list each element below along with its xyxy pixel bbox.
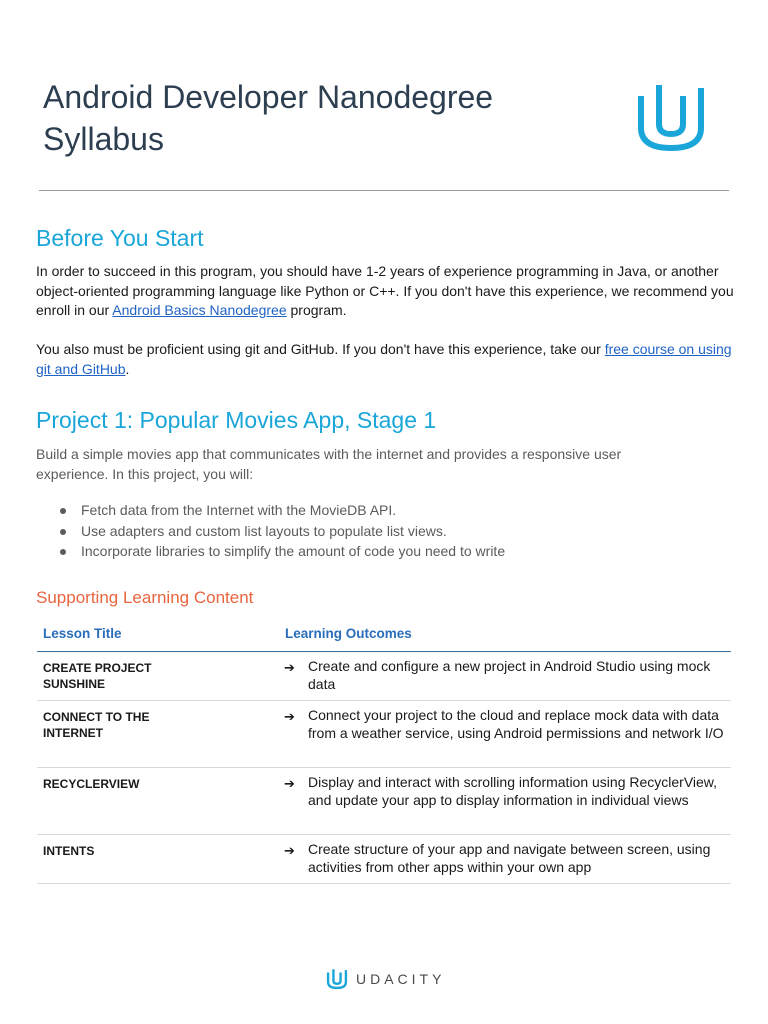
- table-row: [37, 835, 731, 884]
- udacity-footer-logo-icon: [326, 968, 348, 990]
- prerequisite-paragraph: [36, 262, 736, 321]
- git-paragraph: [36, 340, 736, 379]
- arrow-right-icon: ➔: [284, 660, 295, 675]
- lesson-title: INTENTS: [43, 844, 95, 858]
- page-title-line2: Syllabus: [43, 121, 164, 157]
- git-text: You also must be proficient using git and GitHub. If you don't have this experience, take our: [36, 341, 605, 357]
- table-header: [37, 620, 731, 652]
- prerequisite-text: In order to succeed in this program, you should have 1-2 years of experience programming in Java, or another object-oriented programming language like Python or C++. If you don't have this experience, we recommend you enroll in our: [36, 263, 734, 318]
- git-text-end: .: [125, 360, 130, 377]
- project1-heading: Project 1: Popular Movies App, Stage 1: [36, 407, 437, 433]
- project1-bullet-list: [58, 500, 505, 562]
- lesson-title: CREATE PROJECT SUNSHINE: [43, 661, 152, 691]
- list-item: Fetch data from the Internet with the MovieDB API.: [58, 500, 505, 521]
- learning-outcome: Create and configure a new project in Android Studio using mock data: [308, 658, 711, 692]
- learning-content-table: [37, 620, 731, 884]
- lesson-title: RECYCLERVIEW: [43, 777, 140, 791]
- list-item: Use adapters and custom list layouts to populate list views.: [58, 521, 505, 542]
- supporting-content-heading: Supporting Learning Content: [36, 588, 254, 607]
- page-title-line1: Android Developer Nanodegree: [43, 79, 494, 115]
- arrow-right-icon: ➔: [284, 709, 295, 724]
- android-basics-link[interactable]: Android Basics Nanodegree: [112, 302, 287, 318]
- footer-brand-text: UDACITY: [356, 971, 446, 987]
- column-header-outcomes: Learning Outcomes: [285, 626, 412, 641]
- list-item: Incorporate libraries to simplify the amount of code you need to write: [58, 541, 505, 562]
- project1-intro: Build a simple movies app that communicates with the internet and provides a responsive user experience. In this project, you will:: [36, 446, 622, 482]
- column-header-lesson: Lesson Title: [43, 626, 122, 641]
- footer-brand: [326, 968, 456, 992]
- arrow-right-icon: ➔: [284, 843, 295, 858]
- learning-outcome: Display and interact with scrolling information using RecyclerView, and update your app to display information in individual views: [308, 774, 718, 808]
- table-row: [37, 652, 731, 701]
- page-title: [43, 76, 583, 160]
- udacity-logo-icon: [634, 82, 708, 154]
- git-course-link[interactable]: free course on using git and GitHub: [36, 341, 732, 377]
- lesson-title: CONNECT TO THE INTERNET: [43, 710, 150, 740]
- prerequisite-text-end: program.: [286, 302, 347, 318]
- table-row: [37, 768, 731, 835]
- arrow-right-icon: ➔: [284, 776, 295, 791]
- title-divider: [39, 190, 729, 191]
- learning-outcome: Create structure of your app and navigate between screen, using activities from other apps within your own app: [308, 841, 711, 875]
- before-you-start-heading: Before You Start: [36, 225, 204, 251]
- learning-outcome: Connect your project to the cloud and replace mock data with data from a weather service, using Android permissions and network I/O: [308, 707, 724, 741]
- table-row: [37, 701, 731, 768]
